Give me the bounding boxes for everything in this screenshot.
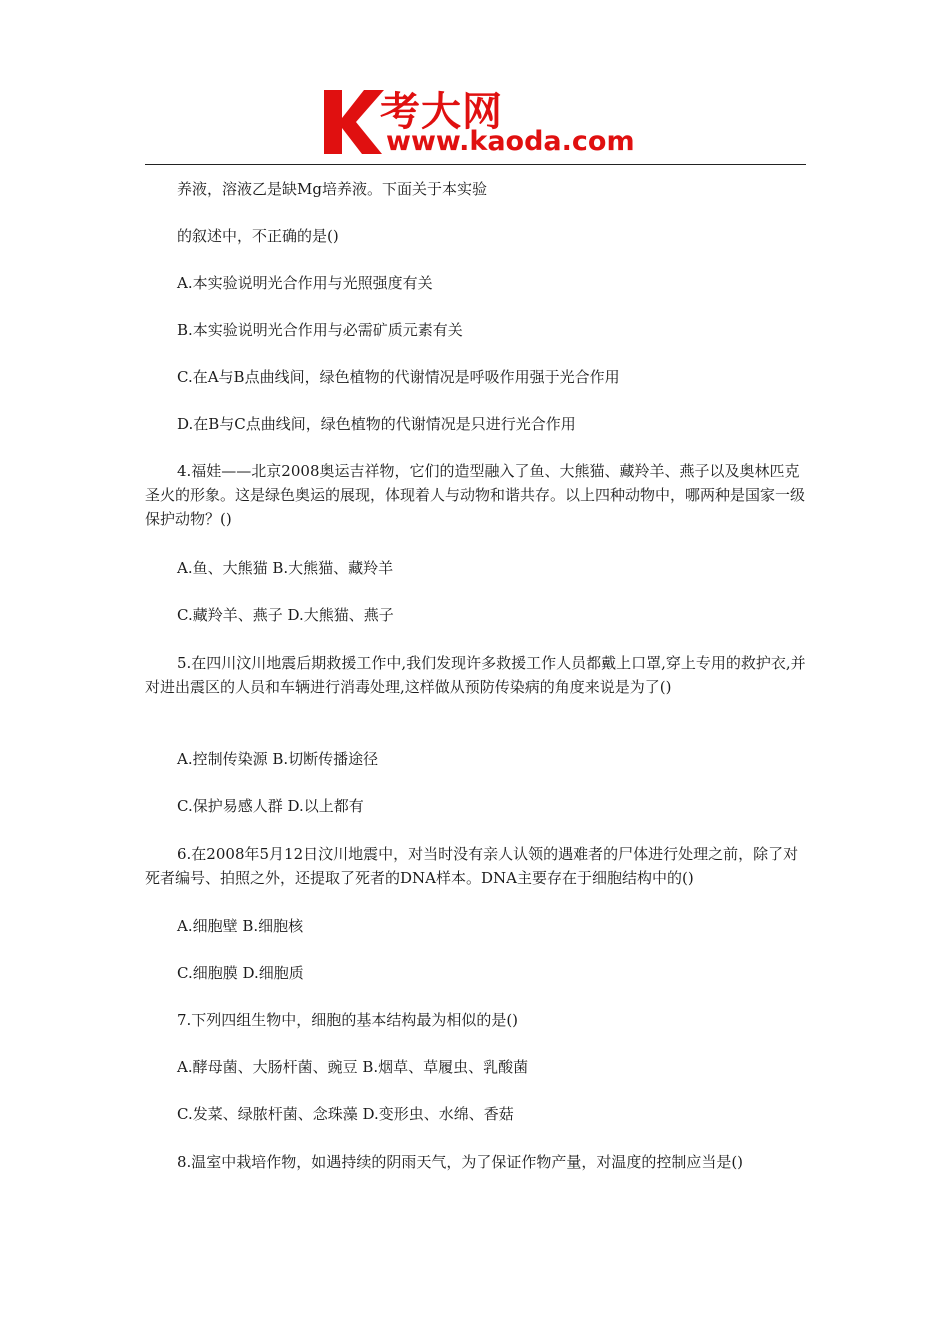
option-line: A.细胞壁 B.细胞核 (177, 917, 304, 935)
logo-k-mark (318, 82, 388, 160)
text-line: 养液，溶液乙是缺Mg培养液。下面关于本实验 (177, 180, 487, 198)
logo-chinese-name: 考大网 (380, 89, 503, 135)
question-7: 7.下列四组生物中，细胞的基本结构最为相似的是() (177, 1011, 519, 1029)
option-line: A.控制传染源 B.切断传播途径 (177, 750, 379, 768)
option-line: A.本实验说明光合作用与光照强度有关 (177, 274, 433, 292)
question-8: 8.温室中栽培作物，如遇持续的阴雨天气，为了保证作物产量，对温度的控制应当是() (177, 1153, 744, 1171)
header-divider (145, 164, 806, 165)
option-line: D.在B与C点曲线间，绿色植物的代谢情况是只进行光合作用 (177, 415, 576, 433)
site-logo[interactable] (318, 82, 638, 160)
option-line: C.细胞膜 D.细胞质 (177, 964, 304, 982)
question-5: 5.在四川汶川地震后期救援工作中,我们发现许多救援工作人员都戴上口罩,穿上专用的救护衣,并对进出震区的人员和车辆进行消毒处理,这样做从预防传染病的角度来说是为了() (145, 654, 806, 696)
question-6: 6.在2008年5月12日汶川地震中，对当时没有亲人认领的遇难者的尸体进行处理之前，除了对死者编号、拍照之外，还提取了死者的DNA样本。DNA主要存在于细胞结构中的() (145, 845, 799, 887)
option-line: C.在A与B点曲线间，绿色植物的代谢情况是呼吸作用强于光合作用 (177, 368, 620, 386)
option-line: C.发菜、绿脓杆菌、念珠藻 D.变形虫、水绵、香菇 (177, 1105, 514, 1123)
option-line: C.藏羚羊、燕子 D.大熊猫、燕子 (177, 606, 394, 624)
option-line: B.本实验说明光合作用与必需矿质元素有关 (177, 321, 463, 339)
logo-url: www.kaoda.com (386, 126, 635, 157)
option-line: A.鱼、大熊猫 B.大熊猫、藏羚羊 (177, 559, 394, 577)
option-line: C.保护易感人群 D.以上都有 (177, 797, 364, 815)
option-line: A.酵母菌、大肠杆菌、豌豆 B.烟草、草履虫、乳酸菌 (177, 1058, 529, 1076)
page-header (0, 0, 950, 170)
question-stem: 的叙述中，不正确的是() (177, 227, 339, 245)
question-4: 4.福娃——北京2008奥运吉祥物，它们的造型融入了鱼、大熊猫、藏羚羊、燕子以及奥林匹克圣火的形象。这是绿色奥运的展现，体现着人与动物和谐共存。以上四种动物中，哪两种是国家一级保护动物？() (145, 462, 806, 528)
